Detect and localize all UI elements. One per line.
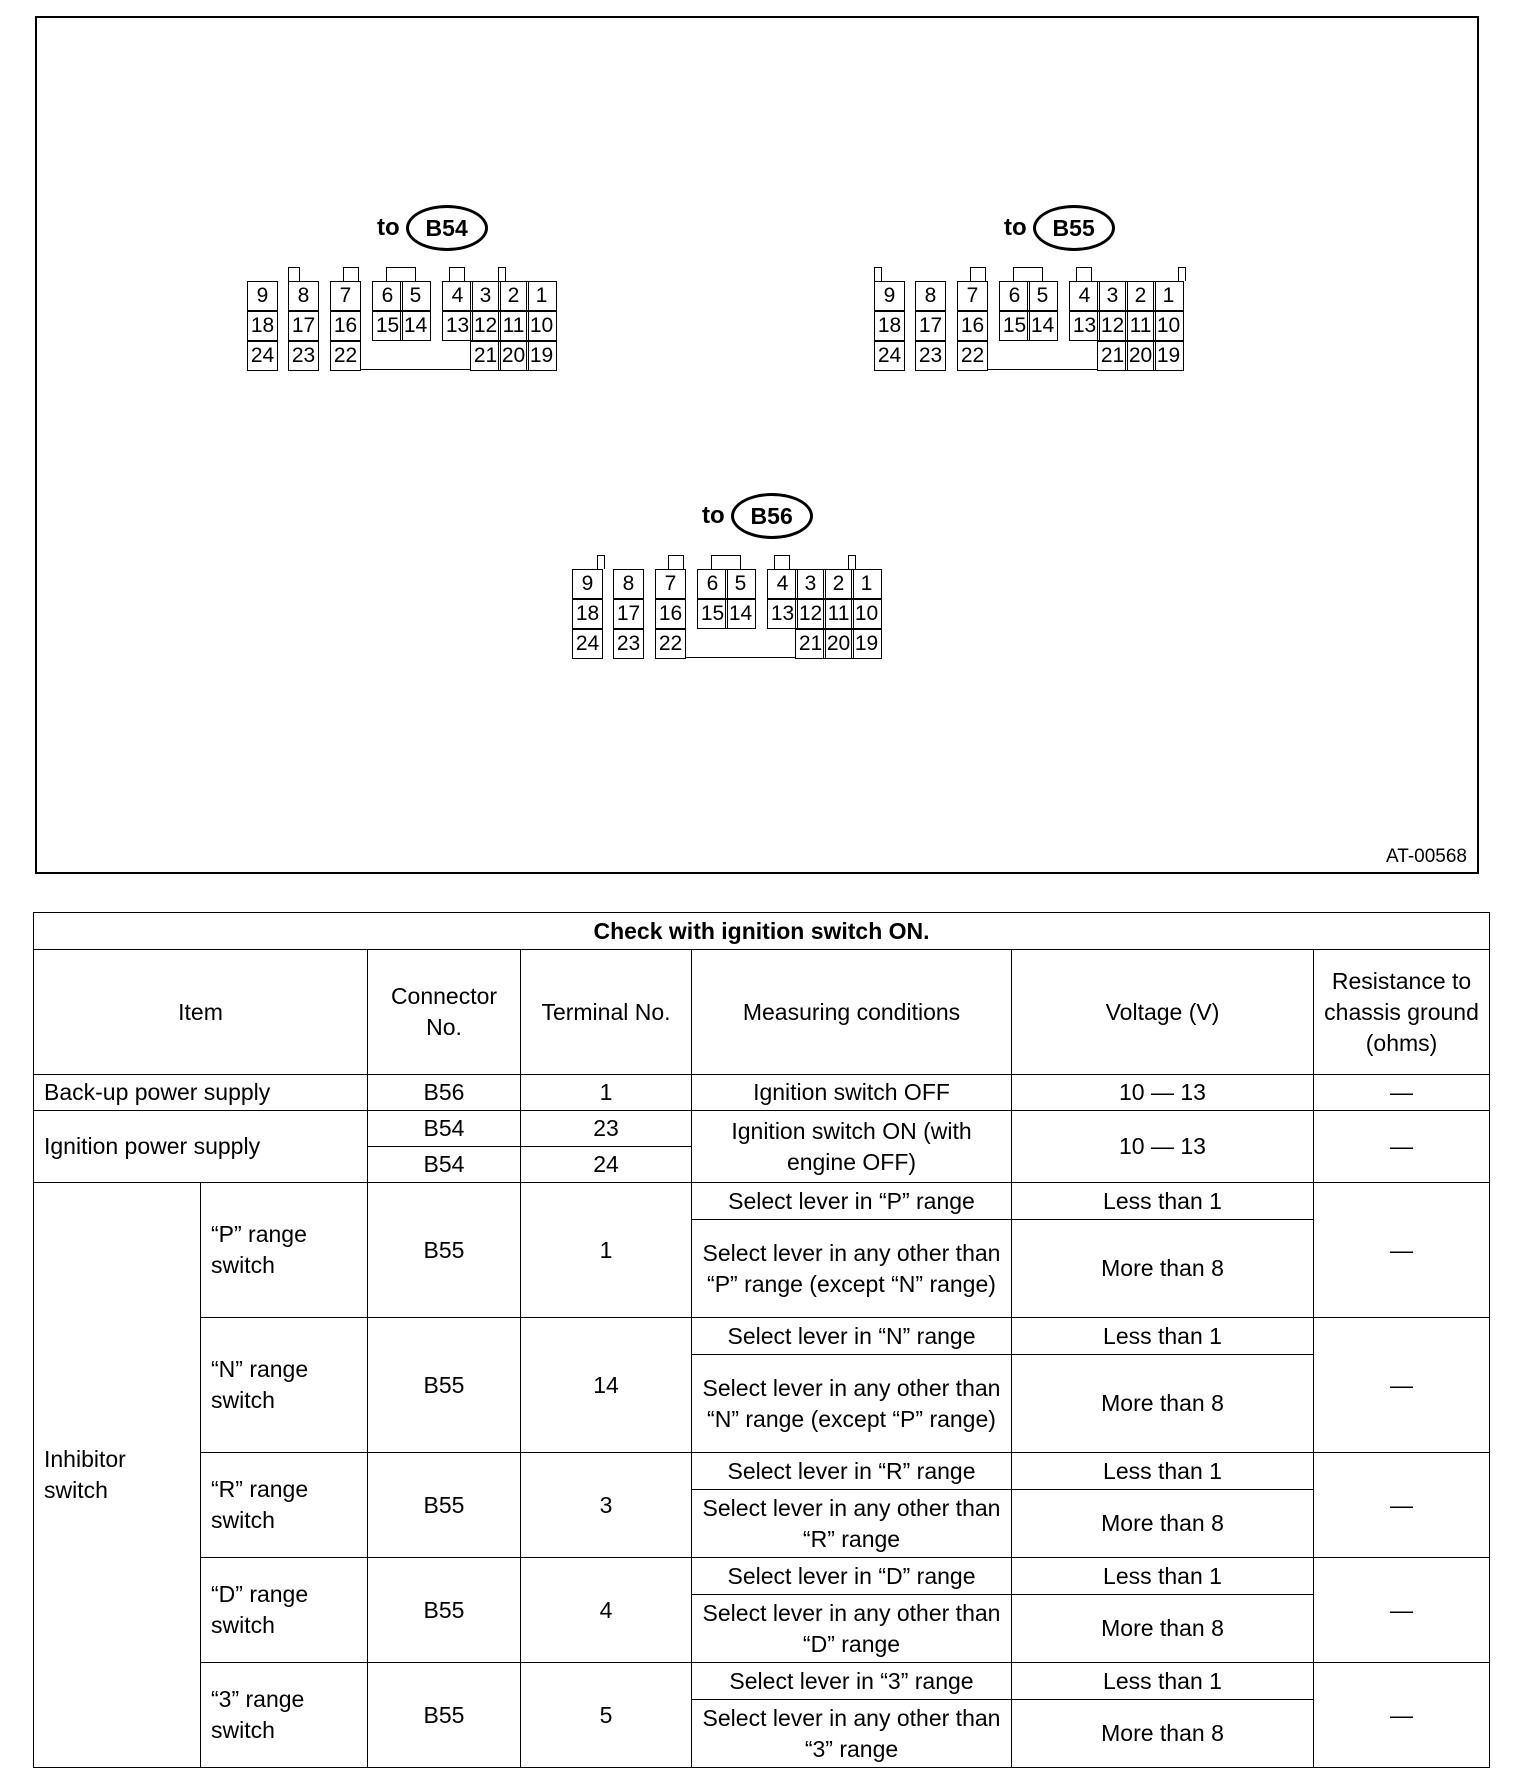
latch-tab bbox=[774, 555, 790, 569]
terminal-8: 8 bbox=[288, 281, 319, 311]
housing-edge bbox=[686, 657, 796, 658]
cell-condition: Select lever in “D” range bbox=[692, 1558, 1012, 1595]
terminal-14: 14 bbox=[1027, 311, 1058, 341]
cell-terminal: 24 bbox=[521, 1147, 692, 1183]
connector-label bbox=[1004, 205, 1115, 251]
terminal-17: 17 bbox=[915, 311, 946, 341]
connector-latches bbox=[572, 555, 922, 570]
cell-connector: B55 bbox=[368, 1318, 521, 1453]
terminal-13: 13 bbox=[442, 311, 473, 341]
terminal-20: 20 bbox=[498, 341, 529, 371]
cell-terminal: 14 bbox=[521, 1318, 692, 1453]
terminal-24: 24 bbox=[572, 629, 603, 659]
terminal-grid bbox=[247, 281, 597, 376]
terminal-4: 4 bbox=[1069, 281, 1100, 311]
cell-terminal: 4 bbox=[521, 1558, 692, 1663]
connector-id-oval: B55 bbox=[1033, 205, 1115, 251]
cell-voltage: Less than 1 bbox=[1012, 1183, 1314, 1220]
cell-terminal: 1 bbox=[521, 1075, 692, 1111]
terminal-20: 20 bbox=[1125, 341, 1156, 371]
table-title-row bbox=[34, 913, 1490, 950]
terminal-4: 4 bbox=[767, 569, 798, 599]
table-row-ignition bbox=[34, 1111, 1490, 1147]
connector-label bbox=[377, 205, 488, 251]
cell-condition: Select lever in any other than “N” range (except “P” range) bbox=[692, 1355, 1012, 1453]
cell-condition: Select lever in any other than “D” range bbox=[692, 1595, 1012, 1663]
cell-condition: Select lever in any other than “3” range bbox=[692, 1700, 1012, 1768]
cell-connector: B55 bbox=[368, 1183, 521, 1318]
terminal-15: 15 bbox=[999, 311, 1030, 341]
connector-b56 bbox=[572, 502, 932, 719]
terminal-10: 10 bbox=[1153, 311, 1184, 341]
latch-tab bbox=[668, 555, 684, 569]
terminal-11: 11 bbox=[823, 599, 854, 629]
latch-tab bbox=[970, 267, 986, 281]
connector-b55 bbox=[874, 214, 1234, 431]
to-text: to bbox=[702, 502, 725, 529]
table-row-range bbox=[34, 1663, 1490, 1700]
terminal-19: 19 bbox=[526, 341, 557, 371]
cell-connector: B55 bbox=[368, 1558, 521, 1663]
latch-tab bbox=[597, 555, 605, 569]
latch-tab bbox=[288, 267, 300, 281]
terminal-7: 7 bbox=[330, 281, 361, 311]
cell-condition: Select lever in “3” range bbox=[692, 1663, 1012, 1700]
terminal-2: 2 bbox=[1125, 281, 1156, 311]
cell-inhibitor-label: Inhibitor switch bbox=[34, 1183, 201, 1768]
latch-tab bbox=[449, 267, 465, 281]
terminal-7: 7 bbox=[957, 281, 988, 311]
cell-range-name: “D” range switch bbox=[201, 1558, 368, 1663]
latch-tab bbox=[498, 267, 506, 281]
cell-voltage: More than 8 bbox=[1012, 1700, 1314, 1768]
terminal-22: 22 bbox=[330, 341, 361, 371]
connector-id-oval: B56 bbox=[731, 493, 813, 539]
cell-voltage: More than 8 bbox=[1012, 1595, 1314, 1663]
header-terminal: Terminal No. bbox=[521, 950, 692, 1075]
table-row-range bbox=[34, 1183, 1490, 1220]
terminal-11: 11 bbox=[498, 311, 529, 341]
terminal-grid bbox=[874, 281, 1224, 376]
terminal-17: 17 bbox=[613, 599, 644, 629]
to-text: to bbox=[377, 214, 400, 241]
cell-resistance: — bbox=[1314, 1663, 1490, 1768]
cell-resistance: — bbox=[1314, 1111, 1490, 1183]
latch-tab bbox=[874, 267, 882, 281]
terminal-18: 18 bbox=[247, 311, 278, 341]
cell-connector: B54 bbox=[368, 1147, 521, 1183]
connector-id-oval: B54 bbox=[406, 205, 488, 251]
cell-range-name: “N” range switch bbox=[201, 1318, 368, 1453]
header-voltage: Voltage (V) bbox=[1012, 950, 1314, 1075]
cell-resistance: — bbox=[1314, 1318, 1490, 1453]
terminal-16: 16 bbox=[330, 311, 361, 341]
cell-voltage: 10 — 13 bbox=[1012, 1075, 1314, 1111]
table-header-row bbox=[34, 950, 1490, 1075]
cell-resistance: — bbox=[1314, 1558, 1490, 1663]
cell-terminal: 3 bbox=[521, 1453, 692, 1558]
connector-latches bbox=[247, 267, 597, 282]
terminal-1: 1 bbox=[1153, 281, 1184, 311]
cell-item: Ignition power supply bbox=[34, 1111, 368, 1183]
terminal-1: 1 bbox=[526, 281, 557, 311]
terminal-16: 16 bbox=[655, 599, 686, 629]
terminal-14: 14 bbox=[725, 599, 756, 629]
terminal-9: 9 bbox=[247, 281, 278, 311]
cell-condition: Select lever in any other than “P” range (except “N” range) bbox=[692, 1220, 1012, 1318]
terminal-10: 10 bbox=[851, 599, 882, 629]
terminal-6: 6 bbox=[999, 281, 1030, 311]
cell-connector: B54 bbox=[368, 1111, 521, 1147]
cell-resistance: — bbox=[1314, 1075, 1490, 1111]
latch-tab bbox=[343, 267, 359, 281]
terminal-3: 3 bbox=[470, 281, 501, 311]
terminal-15: 15 bbox=[372, 311, 403, 341]
terminal-17: 17 bbox=[288, 311, 319, 341]
diagram-code: AT-00568 bbox=[1386, 846, 1467, 867]
terminal-14: 14 bbox=[400, 311, 431, 341]
terminal-23: 23 bbox=[288, 341, 319, 371]
latch-tab bbox=[1076, 267, 1092, 281]
connector-b54 bbox=[247, 214, 607, 431]
cell-voltage: More than 8 bbox=[1012, 1355, 1314, 1453]
table-row-backup bbox=[34, 1075, 1490, 1111]
terminal-2: 2 bbox=[498, 281, 529, 311]
cell-range-name: “P” range switch bbox=[201, 1183, 368, 1318]
cell-range-name: “3” range switch bbox=[201, 1663, 368, 1768]
terminal-1: 1 bbox=[851, 569, 882, 599]
latch-tab bbox=[848, 555, 856, 569]
terminal-18: 18 bbox=[572, 599, 603, 629]
latch-tab bbox=[386, 267, 416, 281]
terminal-21: 21 bbox=[1097, 341, 1128, 371]
cell-condition: Select lever in “P” range bbox=[692, 1183, 1012, 1220]
cell-resistance: — bbox=[1314, 1453, 1490, 1558]
header-item: Item bbox=[34, 950, 368, 1075]
terminal-21: 21 bbox=[795, 629, 826, 659]
latch-tab bbox=[711, 555, 741, 569]
terminal-9: 9 bbox=[874, 281, 905, 311]
cell-voltage: 10 — 13 bbox=[1012, 1111, 1314, 1183]
terminal-8: 8 bbox=[915, 281, 946, 311]
terminal-19: 19 bbox=[1153, 341, 1184, 371]
terminal-8: 8 bbox=[613, 569, 644, 599]
terminal-5: 5 bbox=[725, 569, 756, 599]
header-connector: Connector No. bbox=[368, 950, 521, 1075]
check-table bbox=[33, 912, 1490, 1768]
terminal-2: 2 bbox=[823, 569, 854, 599]
connector-diagram bbox=[35, 16, 1479, 874]
cell-connector: B55 bbox=[368, 1663, 521, 1768]
terminal-23: 23 bbox=[915, 341, 946, 371]
housing-edge bbox=[988, 369, 1098, 370]
terminal-18: 18 bbox=[874, 311, 905, 341]
terminal-15: 15 bbox=[697, 599, 728, 629]
terminal-6: 6 bbox=[697, 569, 728, 599]
cell-connector: B55 bbox=[368, 1453, 521, 1558]
header-resistance: Resistance to chassis ground (ohms) bbox=[1314, 950, 1490, 1075]
cell-condition: Select lever in any other than “R” range bbox=[692, 1490, 1012, 1558]
table-row-range bbox=[34, 1318, 1490, 1355]
terminal-5: 5 bbox=[1027, 281, 1058, 311]
cell-terminal: 23 bbox=[521, 1111, 692, 1147]
cell-voltage: Less than 1 bbox=[1012, 1663, 1314, 1700]
terminal-6: 6 bbox=[372, 281, 403, 311]
cell-condition: Ignition switch OFF bbox=[692, 1075, 1012, 1111]
cell-condition: Select lever in “N” range bbox=[692, 1318, 1012, 1355]
cell-condition: Ignition switch ON (with engine OFF) bbox=[692, 1111, 1012, 1183]
terminal-24: 24 bbox=[874, 341, 905, 371]
to-text: to bbox=[1004, 214, 1027, 241]
cell-condition: Select lever in “R” range bbox=[692, 1453, 1012, 1490]
connector-latches bbox=[874, 267, 1224, 282]
cell-voltage: Less than 1 bbox=[1012, 1318, 1314, 1355]
terminal-12: 12 bbox=[470, 311, 501, 341]
cell-terminal: 5 bbox=[521, 1663, 692, 1768]
cell-connector: B56 bbox=[368, 1075, 521, 1111]
cell-voltage: Less than 1 bbox=[1012, 1558, 1314, 1595]
terminal-9: 9 bbox=[572, 569, 603, 599]
terminal-21: 21 bbox=[470, 341, 501, 371]
inhibitor-rows bbox=[34, 1183, 1490, 1768]
table-row-range bbox=[34, 1558, 1490, 1595]
terminal-20: 20 bbox=[823, 629, 854, 659]
table-row-range bbox=[34, 1453, 1490, 1490]
cell-voltage: More than 8 bbox=[1012, 1220, 1314, 1318]
cell-terminal: 1 bbox=[521, 1183, 692, 1318]
terminal-7: 7 bbox=[655, 569, 686, 599]
housing-edge bbox=[361, 369, 471, 370]
cell-range-name: “R” range switch bbox=[201, 1453, 368, 1558]
terminal-13: 13 bbox=[767, 599, 798, 629]
terminal-16: 16 bbox=[957, 311, 988, 341]
terminal-4: 4 bbox=[442, 281, 473, 311]
header-conditions: Measuring conditions bbox=[692, 950, 1012, 1075]
cell-item: Back-up power supply bbox=[34, 1075, 368, 1111]
terminal-12: 12 bbox=[1097, 311, 1128, 341]
terminal-3: 3 bbox=[795, 569, 826, 599]
terminal-13: 13 bbox=[1069, 311, 1100, 341]
terminal-11: 11 bbox=[1125, 311, 1156, 341]
latch-tab bbox=[1178, 267, 1186, 281]
terminal-grid bbox=[572, 569, 922, 664]
terminal-12: 12 bbox=[795, 599, 826, 629]
cell-voltage: More than 8 bbox=[1012, 1490, 1314, 1558]
terminal-3: 3 bbox=[1097, 281, 1128, 311]
terminal-24: 24 bbox=[247, 341, 278, 371]
terminal-19: 19 bbox=[851, 629, 882, 659]
table-title: Check with ignition switch ON. bbox=[34, 913, 1490, 950]
connector-label bbox=[702, 493, 813, 539]
terminal-5: 5 bbox=[400, 281, 431, 311]
terminal-22: 22 bbox=[957, 341, 988, 371]
latch-tab bbox=[1013, 267, 1043, 281]
cell-resistance: — bbox=[1314, 1183, 1490, 1318]
terminal-10: 10 bbox=[526, 311, 557, 341]
terminal-22: 22 bbox=[655, 629, 686, 659]
terminal-23: 23 bbox=[613, 629, 644, 659]
cell-voltage: Less than 1 bbox=[1012, 1453, 1314, 1490]
